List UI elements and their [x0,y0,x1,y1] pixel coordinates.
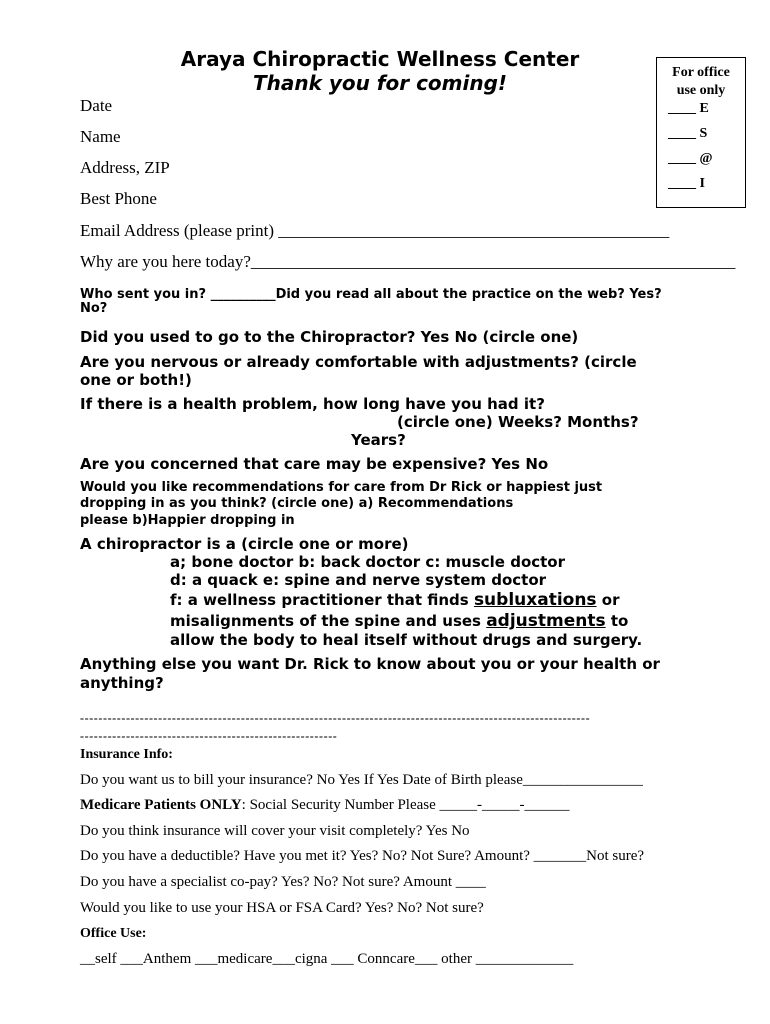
page-subtitle: Thank you for coming! [252,71,508,95]
option-d-e: d: a quack e: spine and nerve system doctor [170,571,547,589]
deductible-question[interactable]: Do you have a deductible? Have you met it? Yes? No? Not Sure? Amount? _______Not sure? [80,848,645,864]
copay-question[interactable]: Do you have a specialist co-pay? Yes? No? Not sure? Amount ____ [80,874,486,890]
phone-field-label[interactable]: Best Phone [80,189,157,208]
date-field-label[interactable]: Date [80,96,113,115]
recommendation-question: Would you like recommendations for care from Dr Rick or happiest just [80,480,603,495]
name-field-label[interactable]: Name [80,127,121,146]
health-duration-years: Years? [351,431,406,449]
nervous-question: Are you nervous or already comfortable with adjustments? (circle [80,353,637,371]
page-title: Araya Chiropractic Wellness Center [180,47,580,71]
office-box-item-e[interactable]: ____ E [668,101,709,116]
nervous-question-cont: one or both!) [80,371,192,389]
insurance-heading: Insurance Info: [80,747,173,762]
option-f-line3: allow the body to heal itself without drugs and surgery. [170,631,643,649]
option-f-line2: misalignments of the spine and uses adjustments to [170,611,629,631]
recommendation-question-end: please b)Happier dropping in [80,513,295,528]
office-box-item-at[interactable]: ____ @ [668,151,713,166]
email-field[interactable]: Email Address (please print) ______________________________________________ [80,221,670,240]
office-box-item-s[interactable]: ____ S [668,126,708,141]
reason-field[interactable]: Why are you here today?_________________________________________________________ [80,252,736,271]
coverage-question[interactable]: Do you think insurance will cover your visit completely? Yes No [80,823,470,839]
option-f-line1: f: a wellness practitioner that finds subluxations or [170,590,620,610]
referral-question: Who sent you in? __________Did you read all about the practice on the web? Yes? [80,287,662,302]
bill-insurance-question[interactable]: Do you want us to bill your insurance? No Yes If Yes Date of Birth please________________ [80,772,643,788]
divider-line-2: -------------------------------------------------------- [80,729,338,743]
recommendation-question-cont: dropping in as you think? (circle one) a) Recommendations [80,496,514,511]
divider-line-1: --------------------------------------------------------------------------------------------------------------- [80,711,591,725]
office-box-item-i[interactable]: ____ I [668,176,705,191]
chiro-before-question: Did you used to go to the Chiropractor? Yes No (circle one) [80,328,579,346]
address-field-label[interactable]: Address, ZIP [80,158,170,177]
option-a-b-c: a; bone doctor b: back doctor c: muscle doctor [170,553,566,571]
referral-question-cont: No? [80,301,108,316]
office-box-title-line1: For office [672,65,730,80]
office-use-heading: Office Use: [80,926,147,941]
chiropractor-definition-question: A chiropractor is a (circle one or more) [80,535,409,553]
health-duration-options: (circle one) Weeks? Months? [397,413,639,431]
adjustments-word: adjustments [486,611,606,631]
health-duration-question: If there is a health problem, how long have you had it? [80,395,545,413]
payer-checklist[interactable]: __self ___Anthem ___medicare___cigna ___ Conncare___ other _____________ [80,951,574,967]
office-box-title-line2: use only [676,83,726,98]
medicare-question[interactable]: Medicare Patients ONLY: Social Security Number Please _____-_____-______ [80,797,570,813]
office-use-box [656,57,746,208]
expense-question: Are you concerned that care may be expensive? Yes No [80,455,549,473]
medicare-label: Medicare Patients ONLY [80,797,242,813]
anything-else-question-cont: anything? [80,674,164,692]
hsa-fsa-question[interactable]: Would you like to use your HSA or FSA Card? Yes? No? Not sure? [80,900,484,916]
anything-else-question: Anything else you want Dr. Rick to know about you or your health or [80,655,660,673]
subluxations-word: subluxations [473,590,597,610]
